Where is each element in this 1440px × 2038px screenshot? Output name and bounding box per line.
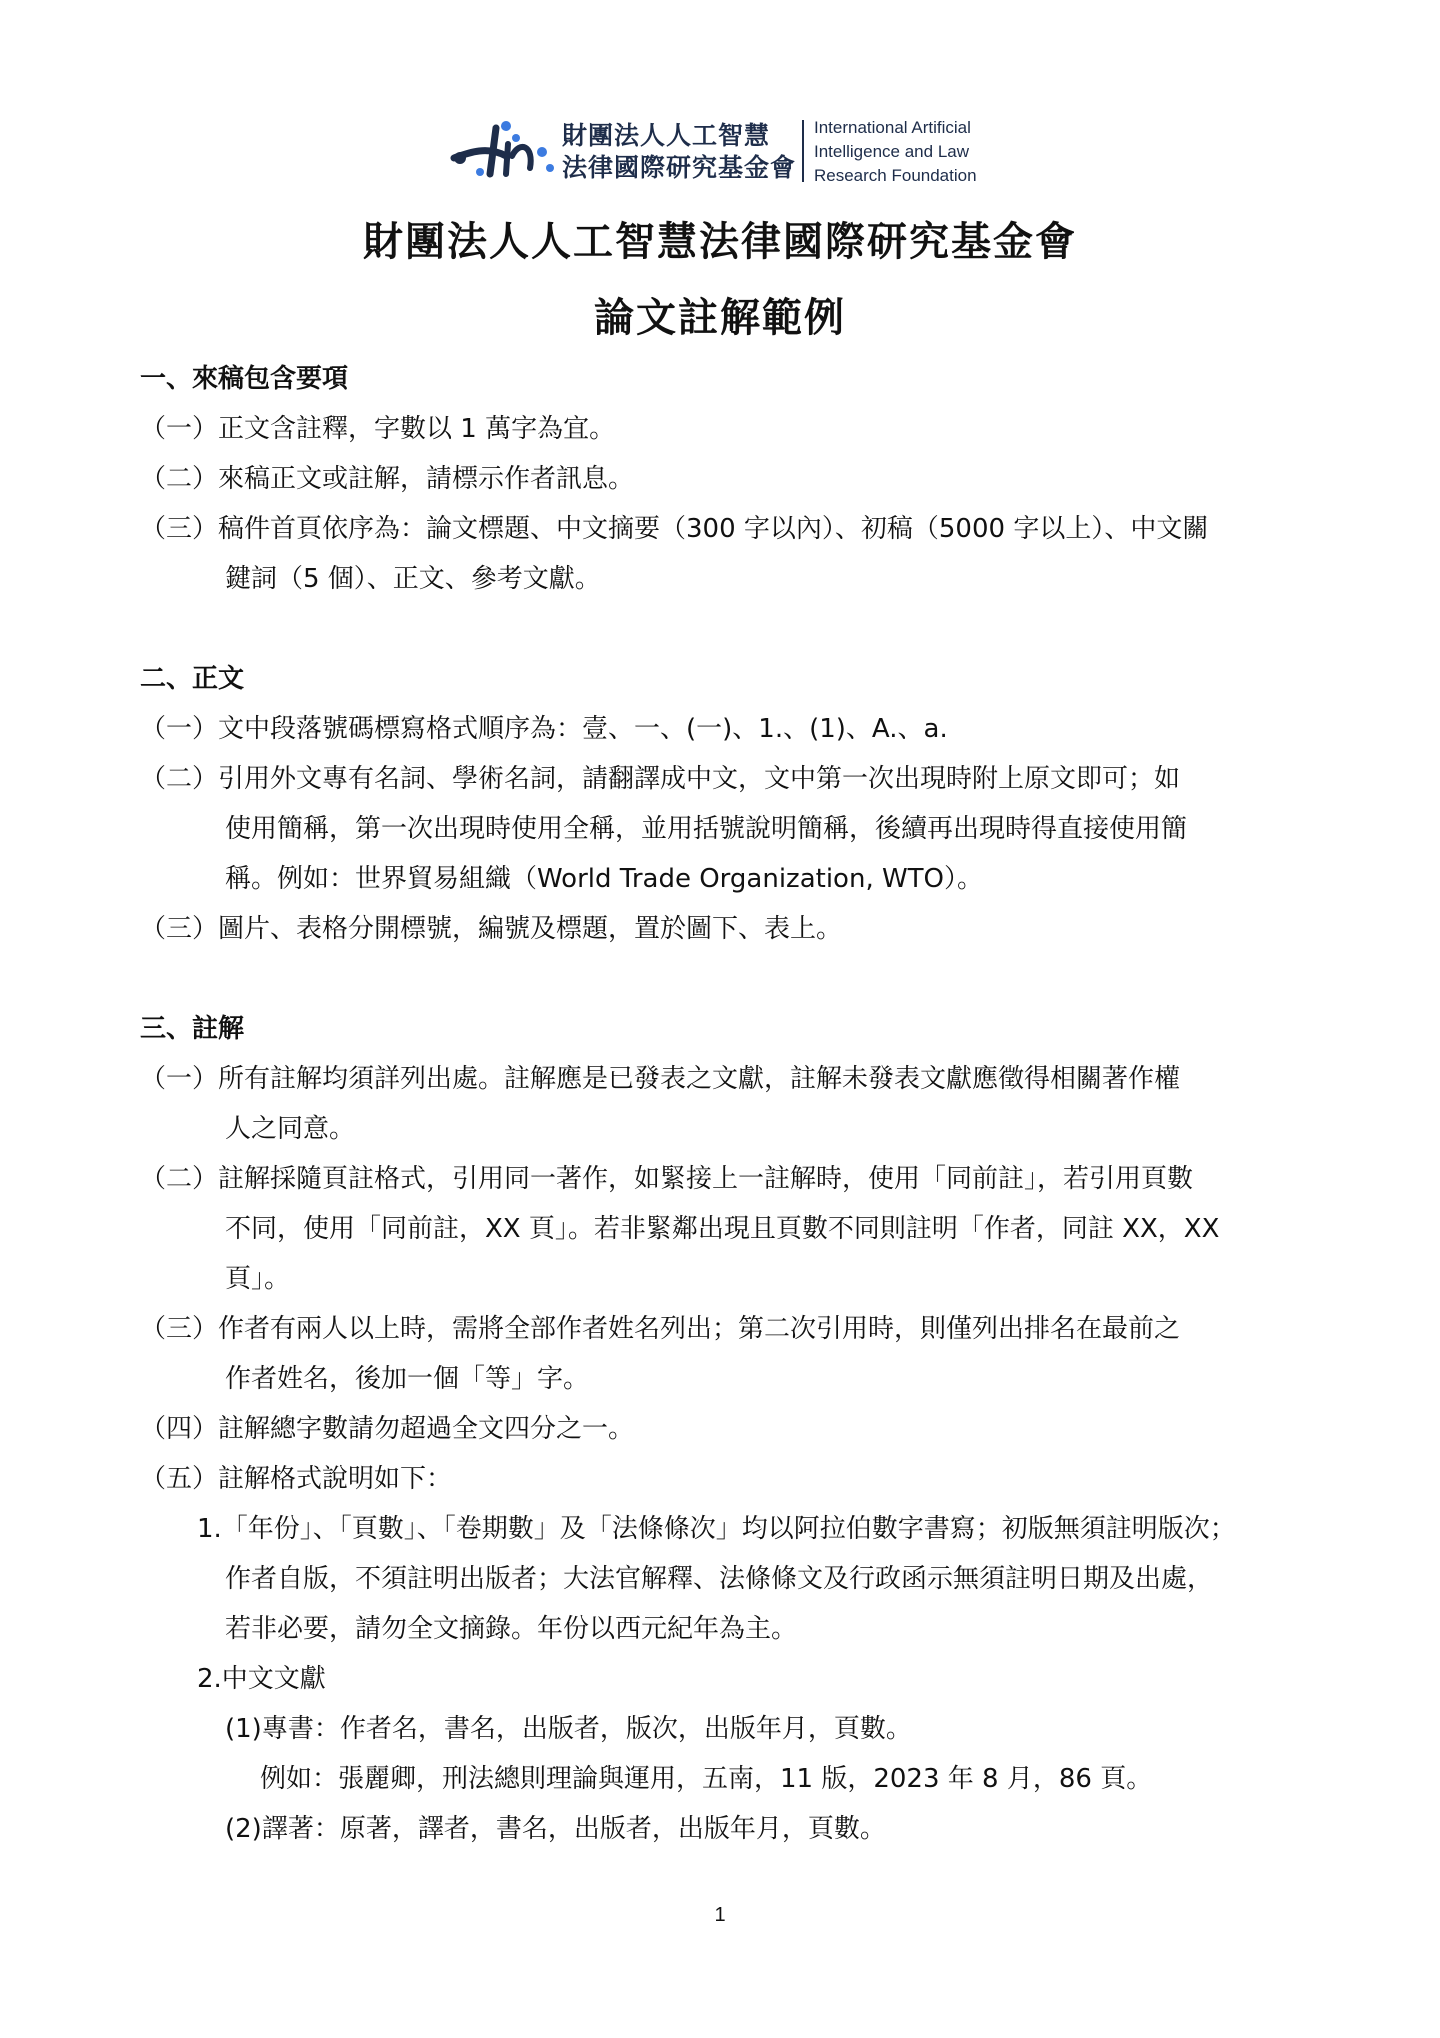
body-line: 作者姓名，後加一個「等」字。 [225,1364,590,1394]
body-line: 人之同意。 [225,1114,356,1144]
body-line: （三）稿件首頁依序為：論文標題、中文摘要（300 字以內）、初稿（5000 字以上）、中文關 [140,514,1209,544]
logo-en-line-3: Research Foundation [814,166,977,185]
logo-english-name [814,116,1014,188]
logo-chinese-name [562,120,802,184]
foundation-logo [450,116,1010,188]
logo-en-line-1: International Artificial [814,118,971,137]
body-line: （一）文中段落號碼標寫格式順序為：壹、一、(一)、1.、(1)、A.、a. [140,714,948,744]
body-line: （三）圖片、表格分開標號，編號及標題，置於圖下、表上。 [140,914,843,944]
document-body [140,354,1308,1854]
body-line: 2.中文文獻 [197,1664,326,1694]
body-line: 稱。例如：世界貿易組織（World Trade Organization, WTO）。 [225,864,984,894]
body-line: 使用簡稱，第一次出現時使用全稱，並用括號說明簡稱，後續再出現時得直接使用簡 [225,814,1188,844]
document-title: 財團法人人工智慧法律國際研究基金會 [363,219,1077,265]
logo-divider [802,120,804,182]
body-line: （二）註解採隨頁註格式，引用同一著作，如緊接上一註解時，使用「同前註」，若引用頁數 [140,1164,1194,1194]
foundation-logo-icon [450,116,560,186]
body-line: （一）所有註解均須詳列出處。註解應是已發表之文獻，註解未發表文獻應徵得相關著作權 [140,1064,1181,1094]
body-line: 鍵詞（5 個）、正文、參考文獻。 [225,564,601,594]
body-line: (2)譯著：原著，譯者，書名，出版者，出版年月，頁數。 [225,1814,886,1844]
document-subtitle: 論文註解範例 [594,295,846,341]
body-line: 頁」。 [225,1264,291,1294]
body-line: (1)專書：作者名，書名，出版者，版次，出版年月，頁數。 [225,1714,912,1744]
body-line: 作者自版，不須註明出版者；大法官解釋、法條條文及行政函示無須註明日期及出處， [225,1564,1214,1594]
section-heading: 一、來稿包含要項 [140,364,349,394]
page-number: 1 [714,1904,726,1926]
body-line: （五）註解格式說明如下： [140,1464,453,1494]
logo-cn-line-2: 法律國際研究基金會 [562,153,797,182]
body-line: 不同，使用「同前註，XX 頁」。若非緊鄰出現且頁數不同則註明「作者，同註 XX，XX [225,1214,1220,1244]
section-heading: 二、正文 [140,664,245,694]
body-line: （二）來稿正文或註解，請標示作者訊息。 [140,464,635,494]
section-heading: 三、註解 [140,1014,245,1044]
body-line: （一）正文含註釋，字數以 1 萬字為宜。 [140,414,616,444]
body-line: （三）作者有兩人以上時，需將全部作者姓名列出；第二次引用時，則僅列出排名在最前之 [140,1314,1181,1344]
body-line: 1.「年份」、「頁數」、「卷期數」及「法條條次」均以阿拉伯數字書寫；初版無須註明版次； [197,1514,1236,1544]
body-line: 例如：張麗卿，刑法總則理論與運用，五南，11 版，2023 年 8 月，86 頁。 [260,1764,1153,1794]
body-line: （二）引用外文專有名詞、學術名詞，請翻譯成中文，文中第一次出現時附上原文即可；如 [140,764,1181,794]
logo-cn-line-1: 財團法人人工智慧 [562,121,771,150]
body-line: 若非必要，請勿全文摘錄。年份以西元紀年為主。 [225,1614,798,1644]
logo-en-line-2: Intelligence and Law [814,142,970,161]
body-line: （四）註解總字數請勿超過全文四分之一。 [140,1414,635,1444]
